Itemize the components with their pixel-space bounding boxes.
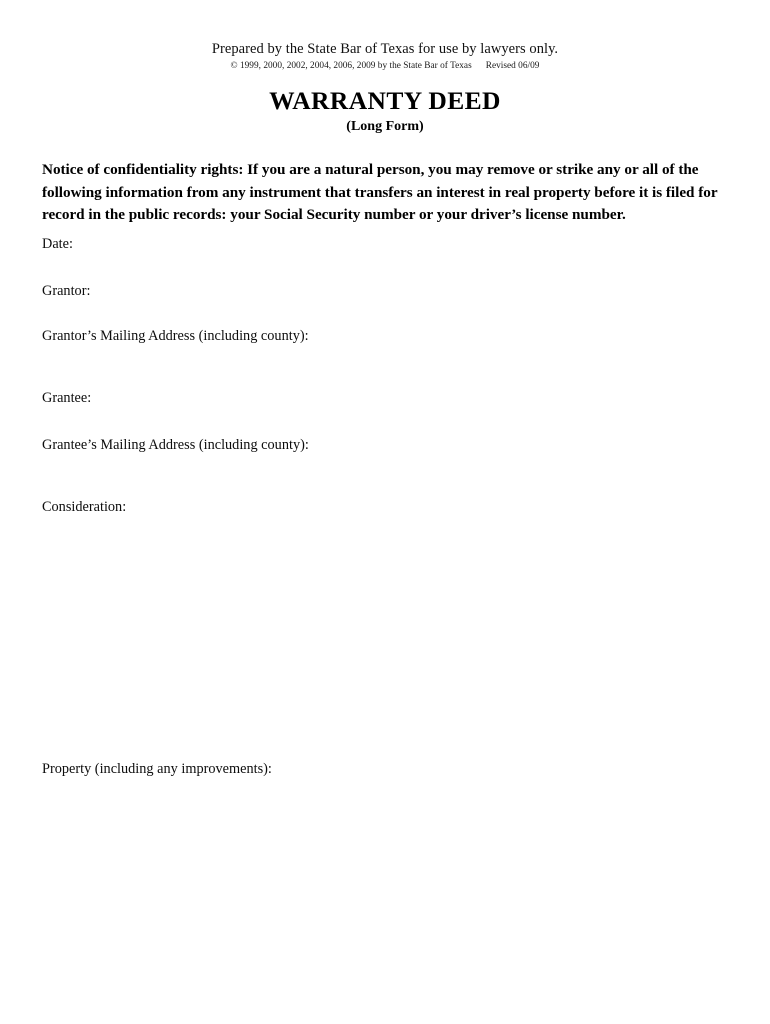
field-label-consideration: Consideration: bbox=[42, 499, 127, 515]
field-label-date: Date: bbox=[42, 236, 73, 252]
revision-date: Revised 06/09 bbox=[485, 61, 540, 71]
field-label-grantee-mailing-address: Grantee’s Mailing Address (including county): bbox=[42, 437, 309, 453]
copyright-line bbox=[0, 60, 770, 72]
prepared-by-line: Prepared by the State Bar of Texas for use by lawyers only. bbox=[211, 41, 559, 57]
document-header bbox=[0, 41, 770, 72]
title-block bbox=[0, 86, 770, 135]
field-label-grantor-mailing-address: Grantor’s Mailing Address (including county): bbox=[42, 328, 309, 344]
field-label-grantee: Grantee: bbox=[42, 390, 92, 406]
copyright-text: © 1999, 2000, 2002, 2004, 2006, 2009 by the State Bar of Texas bbox=[230, 61, 472, 71]
page-subtitle: (Long Form) bbox=[346, 119, 424, 134]
confidentiality-notice: Notice of confidentiality rights: If you are a natural person, you may remove or strike any or all of the following information from any instrument that transfers an interest in real property before it is filed for record in the public records: your Social Security number or your driver’s license number. bbox=[42, 161, 718, 223]
field-label-property: Property (including any improvements): bbox=[42, 761, 272, 777]
page-title: WARRANTY DEED bbox=[269, 86, 501, 115]
field-label-grantor: Grantor: bbox=[42, 283, 91, 299]
